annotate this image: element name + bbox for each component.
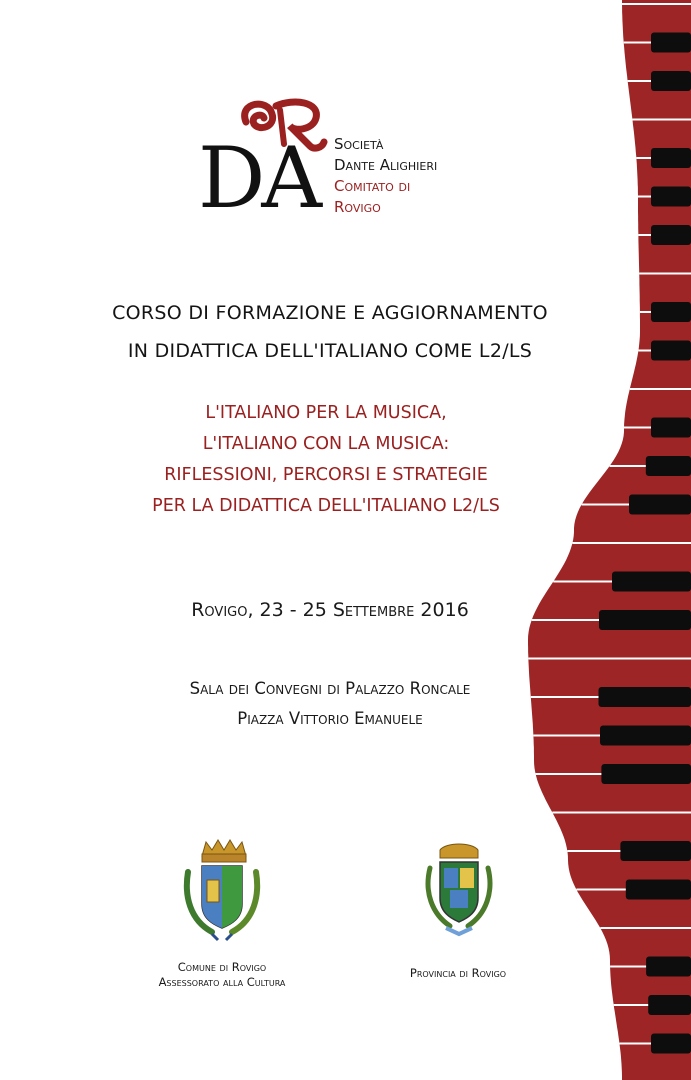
piano-black-key xyxy=(646,957,691,977)
subtitle-line-2: L'ITALIANO CON LA MUSICA: xyxy=(202,434,450,454)
piano-black-key xyxy=(599,687,691,707)
piano-black-key xyxy=(651,71,691,91)
logo-society-name xyxy=(334,134,474,218)
piano-black-key xyxy=(651,187,691,207)
comune-coat-of-arms-icon xyxy=(178,838,266,942)
dante-alighieri-logo xyxy=(198,96,478,226)
piano-black-key xyxy=(651,341,691,361)
course-subtitle xyxy=(86,398,566,522)
piano-black-key xyxy=(651,1034,691,1054)
logo-line-dante: Dante Alighieri xyxy=(334,156,438,174)
piano-black-key xyxy=(646,456,691,476)
piano-black-key xyxy=(629,495,691,515)
piano-black-key xyxy=(651,33,691,53)
course-title-line-2: IN DIDATTICA DELL'ITALIANO COME L2/LS xyxy=(127,340,533,362)
piano-black-key xyxy=(651,418,691,438)
subtitle-line-1: L'ITALIANO PER LA MUSICA, xyxy=(205,403,447,423)
logo-line-societa: Società xyxy=(334,135,384,153)
piano-black-key xyxy=(648,995,691,1015)
provincia-caption-line-1: Provincia di Rovigo xyxy=(409,966,507,980)
course-title xyxy=(60,294,600,370)
piano-black-key xyxy=(651,302,691,322)
comune-caption-line-1: Comune di Rovigo xyxy=(177,960,267,974)
course-title-line-1: CORSO DI FORMAZIONE E AGGIORNAMENTO xyxy=(112,302,548,324)
piano-black-key xyxy=(599,610,691,630)
piano-black-key xyxy=(651,225,691,245)
logo-line-rovigo: Rovigo xyxy=(334,198,381,216)
logo-line-comitato: Comitato di xyxy=(334,177,411,195)
piano-black-key xyxy=(612,572,691,592)
provincia-coat-of-arms-icon xyxy=(416,838,502,938)
comune-caption xyxy=(130,960,314,990)
piano-black-key xyxy=(651,148,691,168)
provincia-caption xyxy=(372,966,544,981)
piano-black-key xyxy=(600,726,691,746)
comune-caption-line-2: Assessorato alla Cultura xyxy=(158,975,286,989)
subtitle-line-4: PER LA DIDATTICA DELL'ITALIANO L2/LS xyxy=(152,496,500,516)
logo-monogram: DA xyxy=(198,129,319,227)
venue-line-2: Piazza Vittorio Emanuele xyxy=(237,709,423,728)
event-dates: Rovigo, 23 - 25 Settembre 2016 xyxy=(191,599,469,621)
piano-black-key xyxy=(626,880,691,900)
event-venue xyxy=(80,674,580,734)
subtitle-line-3: RIFLESSIONI, PERCORSI E STRATEGIE xyxy=(164,465,488,485)
piano-black-key xyxy=(620,841,691,861)
venue-line-1: Sala dei Convegni di Palazzo Roncale xyxy=(189,679,471,698)
piano-black-key xyxy=(601,764,691,784)
